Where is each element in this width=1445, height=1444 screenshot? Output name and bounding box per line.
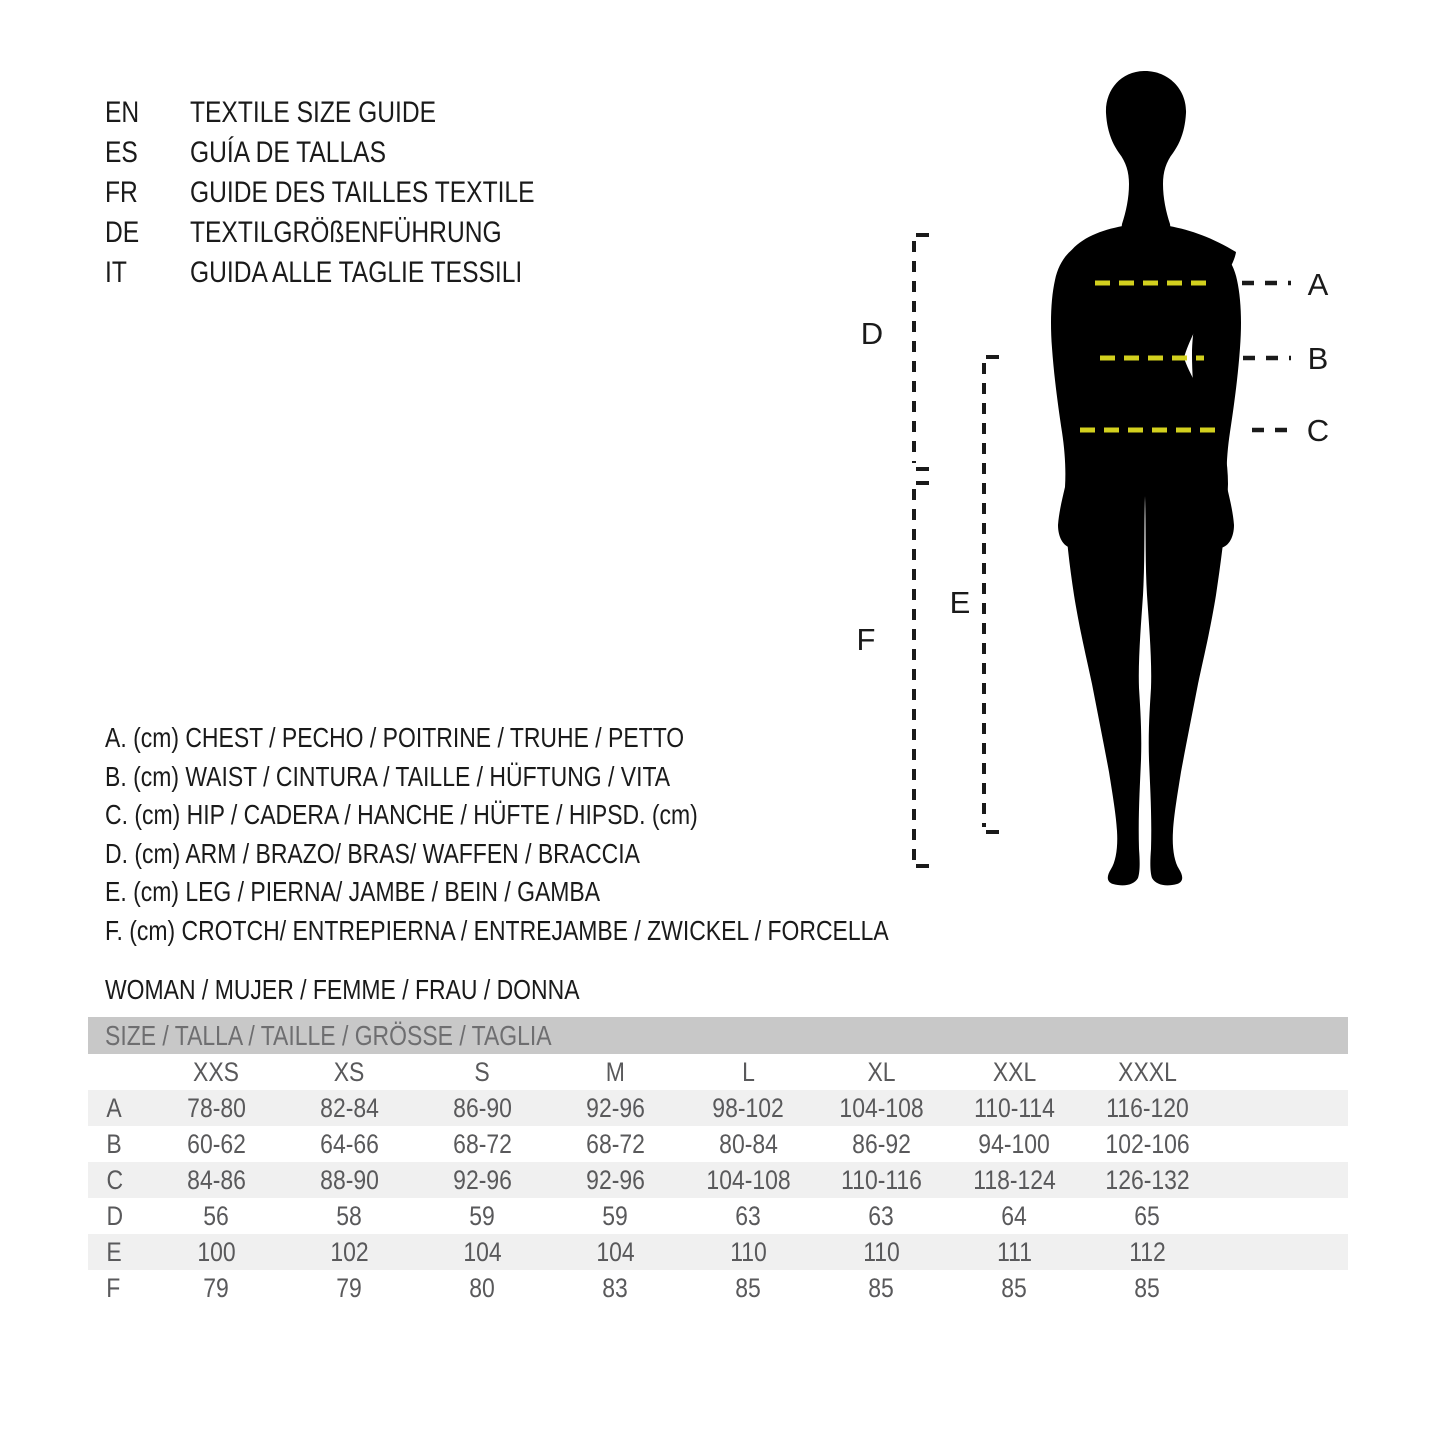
size-cell: 65 xyxy=(1134,1200,1161,1231)
size-cell: 104-108 xyxy=(839,1092,924,1123)
size-cell: 68-72 xyxy=(586,1128,645,1159)
size-cell: 94-100 xyxy=(978,1128,1051,1159)
size-cell: 85 xyxy=(735,1272,762,1303)
legend-leg: E. (cm) LEG / PIERNA/ JAMBE / BEIN / GAMBA xyxy=(105,876,601,907)
size-cell: 58 xyxy=(336,1200,363,1231)
guide-title-fr: GUIDE DES TAILLES TEXTILE xyxy=(190,176,535,209)
legend-crotch: F. (cm) CROTCH/ ENTREPIERNA / ENTREJAMBE / ZWICKEL / FORCELLA xyxy=(105,914,889,946)
size-cell: 82-84 xyxy=(320,1092,379,1123)
size-cell: 56 xyxy=(203,1200,230,1231)
size-cell: 104-108 xyxy=(706,1164,791,1195)
legend-waist: B. (cm) WAIST / CINTURA / TAILLE / HÜFTUNG / VITA xyxy=(105,760,671,792)
language-code: FR xyxy=(105,176,138,209)
silhouette-head xyxy=(1106,71,1186,245)
table-row-crotch xyxy=(88,1270,1348,1306)
guide-title-en: TEXTILE SIZE GUIDE xyxy=(190,96,437,129)
size-col-header: XL xyxy=(867,1056,896,1087)
table-row-chest xyxy=(88,1090,1348,1126)
size-cell: 80 xyxy=(469,1272,496,1303)
size-col-header: XXL xyxy=(992,1056,1037,1087)
size-col-header: XS xyxy=(334,1056,365,1087)
size-table xyxy=(88,1017,1348,1306)
measurement-legend xyxy=(105,719,1061,950)
crotch-label: F xyxy=(856,622,876,657)
legend-arm: D. (cm) ARM / BRAZO/ BRAS/ WAFFEN / BRACCIA xyxy=(105,837,640,869)
size-cell: 83 xyxy=(602,1272,629,1303)
size-cell: 110-116 xyxy=(841,1164,922,1195)
size-cell: 92-96 xyxy=(586,1164,645,1195)
gender-heading: WOMAN / MUJER / FEMME / FRAU / DONNA xyxy=(105,974,580,1005)
size-table-grid xyxy=(88,1054,1348,1306)
filler-cell xyxy=(1214,1126,1348,1162)
language-title-list xyxy=(105,93,610,293)
table-row-leg xyxy=(88,1234,1348,1270)
language-code: ES xyxy=(105,136,138,169)
size-cell: 116-120 xyxy=(1106,1092,1189,1123)
table-row-hip xyxy=(88,1162,1348,1198)
size-cell: 78-80 xyxy=(187,1092,246,1123)
size-col-header: S xyxy=(474,1056,491,1087)
guide-title-it: GUIDA ALLE TAGLIE TESSILI xyxy=(190,256,523,289)
legend-hip: C. (cm) HIP / CADERA / HANCHE / HÜFTE / HIPSD. (cm) xyxy=(105,799,698,830)
size-cell: 86-90 xyxy=(453,1092,512,1123)
size-cell: 102-106 xyxy=(1105,1128,1190,1159)
size-table-header: SIZE / TALLA / TAILLE / GRÖSSE / TAGLIA xyxy=(88,1017,1348,1054)
size-cell: 110 xyxy=(863,1236,900,1267)
size-cell: 92-96 xyxy=(586,1092,645,1123)
size-cell: 64 xyxy=(1001,1200,1028,1231)
arm-label: D xyxy=(860,316,884,351)
row-label: D xyxy=(106,1200,124,1231)
size-cell: 85 xyxy=(868,1272,895,1303)
filler-cell xyxy=(1214,1162,1348,1198)
language-code: IT xyxy=(105,256,127,289)
size-cell: 80-84 xyxy=(719,1128,778,1159)
size-cell: 118-124 xyxy=(973,1164,1056,1195)
size-cell: 59 xyxy=(469,1200,496,1231)
row-label: B xyxy=(106,1128,122,1159)
size-cell: 68-72 xyxy=(453,1128,512,1159)
row-label: E xyxy=(106,1236,122,1267)
empty-corner-cell xyxy=(88,1054,150,1090)
hip-label: C xyxy=(1306,413,1330,448)
guide-title-de: TEXTILGRÖßENFÜHRUNG xyxy=(190,216,502,249)
size-cell: 110 xyxy=(730,1236,767,1267)
filler-cell xyxy=(1214,1270,1348,1306)
size-cell: 63 xyxy=(735,1200,762,1231)
leader-lines xyxy=(1242,283,1291,430)
size-cell: 98-102 xyxy=(712,1092,785,1123)
row-label: C xyxy=(106,1164,124,1195)
filler-cell xyxy=(1214,1054,1348,1090)
size-cell: 111 xyxy=(997,1236,1032,1267)
size-col-header: L xyxy=(742,1056,755,1087)
size-cell: 88-90 xyxy=(320,1164,379,1195)
legend-chest: A. (cm) CHEST / PECHO / POITRINE / TRUHE / PETTO xyxy=(105,722,685,753)
size-cell: 63 xyxy=(868,1200,895,1231)
waist-label: B xyxy=(1307,341,1329,376)
row-label: A xyxy=(106,1092,122,1123)
size-cell: 60-62 xyxy=(187,1128,246,1159)
size-cell: 102 xyxy=(330,1236,369,1267)
size-cell: 79 xyxy=(336,1272,363,1303)
size-cell: 85 xyxy=(1001,1272,1028,1303)
size-col-header: XXS xyxy=(193,1056,240,1087)
size-cell: 126-132 xyxy=(1105,1164,1190,1195)
filler-cell xyxy=(1214,1198,1348,1234)
size-cell: 92-96 xyxy=(453,1164,512,1195)
size-col-header: M xyxy=(605,1056,626,1087)
table-row-waist xyxy=(88,1126,1348,1162)
filler-cell xyxy=(1214,1234,1348,1270)
size-cell: 64-66 xyxy=(320,1128,379,1159)
leg-label: E xyxy=(949,585,971,620)
table-row-arm xyxy=(88,1198,1348,1234)
row-label: F xyxy=(106,1272,121,1303)
size-cell: 86-92 xyxy=(852,1128,911,1159)
size-cell: 112 xyxy=(1129,1236,1166,1267)
size-cell: 85 xyxy=(1134,1272,1161,1303)
size-cell: 104 xyxy=(463,1236,502,1267)
size-cell: 104 xyxy=(596,1236,635,1267)
language-code: EN xyxy=(105,96,140,129)
woman-silhouette xyxy=(1051,71,1241,885)
filler-cell xyxy=(1214,1090,1348,1126)
size-cell: 110-114 xyxy=(974,1092,1055,1123)
size-cell: 100 xyxy=(197,1236,236,1267)
size-cell: 79 xyxy=(203,1272,230,1303)
chest-label: A xyxy=(1307,267,1329,302)
language-code: DE xyxy=(105,216,140,249)
guide-title-es: GUÍA DE TALLAS xyxy=(190,136,386,169)
size-columns-row xyxy=(88,1054,1348,1090)
size-col-header: XXXL xyxy=(1118,1056,1177,1087)
size-cell: 84-86 xyxy=(187,1164,246,1195)
size-cell: 59 xyxy=(602,1200,629,1231)
